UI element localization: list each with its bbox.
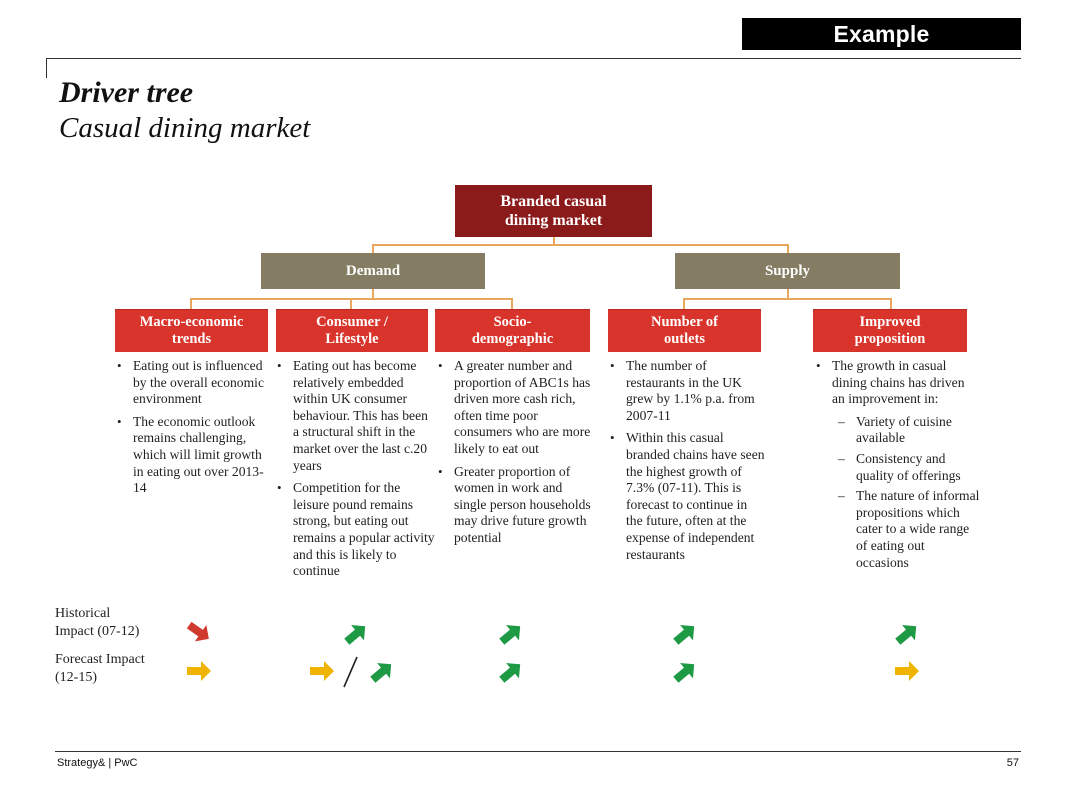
footer-rule bbox=[55, 751, 1021, 752]
connector-consumer-stem bbox=[350, 298, 352, 309]
header-rule bbox=[46, 58, 1021, 59]
red-down-arrow-icon bbox=[185, 618, 213, 646]
bullet-item: • Eating out is influenced by the overall economic environment bbox=[115, 358, 275, 408]
bullet-item: • Eating out has become relatively embedded within UK consumer behaviour. This has been a structural shift in the market over the last c.20 years bbox=[275, 358, 435, 474]
driver-box-number-of-outlets: Number of outlets bbox=[608, 309, 761, 352]
connector-supply-bar bbox=[683, 298, 892, 300]
driver-box-macro-economic: Macro-economic trends bbox=[115, 309, 268, 352]
page-title: Driver tree bbox=[59, 76, 194, 109]
green-up-arrow-icon bbox=[893, 620, 921, 648]
page-subtitle: Casual dining market bbox=[59, 112, 311, 144]
sub-bullet-item: – Variety of cuisine available bbox=[832, 414, 980, 447]
green-up-arrow-icon bbox=[342, 620, 370, 648]
slash-divider bbox=[341, 655, 359, 689]
bullet-item: • A greater number and proportion of ABC1s has driven more cash rich, often time poor consumers who are more likely to eat out bbox=[436, 358, 594, 458]
forecast-impact-label: Forecast Impact (12-15) bbox=[55, 652, 145, 685]
bullet-item: • The economic outlook remains challenging, which will limit growth in eating out over 2013-14 bbox=[115, 414, 275, 497]
demand-node-box: Demand bbox=[261, 253, 485, 289]
root-node-box: Branded casual dining market bbox=[455, 185, 652, 237]
header-rule-tick bbox=[46, 58, 47, 78]
bullets-macro-economic bbox=[115, 358, 275, 503]
sub-bullet-item: – The nature of informal propositions which cater to a wide range of eating out occasions bbox=[832, 488, 980, 571]
bullet-item: • Greater proportion of women in work and single person households may drive future growth potential bbox=[436, 464, 594, 547]
driver-box-consumer-lifestyle: Consumer / Lifestyle bbox=[276, 309, 428, 352]
green-up-arrow-icon bbox=[497, 658, 525, 686]
green-up-arrow-icon bbox=[497, 620, 525, 648]
supply-node-box: Supply bbox=[675, 253, 900, 289]
bullet-item-text: The growth in casual dining chains has driven an improvement in: bbox=[832, 358, 965, 407]
page-number: 57 bbox=[1006, 757, 1019, 769]
footer-source: Strategy& | PwC bbox=[57, 757, 138, 769]
yellow-right-arrow-icon bbox=[308, 657, 336, 685]
bullet-item: • Within this casual branded chains have seen the highest growth of 7.3% (07-11). This is forecast to continue in the future, often at the expense of independent restaurants bbox=[608, 430, 766, 563]
connector-supply-stem bbox=[787, 244, 789, 253]
connector-socio-stem bbox=[511, 298, 513, 309]
connector-level1-bar bbox=[372, 244, 789, 246]
bullets-socio-demographic bbox=[436, 358, 594, 553]
connector-demand-stem bbox=[372, 244, 374, 253]
bullet-item bbox=[814, 358, 980, 571]
yellow-right-arrow-icon bbox=[893, 657, 921, 685]
bullets-number-of-outlets bbox=[608, 358, 766, 569]
connector-outlets-stem bbox=[683, 298, 685, 309]
connector-macro-stem bbox=[190, 298, 192, 309]
bullets-improved-proposition bbox=[814, 358, 980, 577]
connector-proposition-stem bbox=[890, 298, 892, 309]
bullets-consumer-lifestyle bbox=[275, 358, 435, 586]
green-up-arrow-icon bbox=[368, 658, 396, 686]
green-up-arrow-icon bbox=[671, 620, 699, 648]
bullet-item: • Competition for the leisure pound remains strong, but eating out remains a popular activity and this is likely to continue bbox=[275, 480, 435, 580]
green-up-arrow-icon bbox=[671, 658, 699, 686]
sub-bullet-item: – Consistency and quality of offerings bbox=[832, 451, 980, 484]
example-tag: Example bbox=[742, 18, 1021, 50]
bullet-item: • The number of restaurants in the UK grew by 1.1% p.a. from 2007-11 bbox=[608, 358, 766, 424]
driver-box-improved-proposition: Improved proposition bbox=[813, 309, 967, 352]
driver-box-socio-demographic: Socio-demographic bbox=[435, 309, 590, 352]
yellow-right-arrow-icon bbox=[185, 657, 213, 685]
historical-impact-label: Historical Impact (07-12) bbox=[55, 606, 140, 639]
